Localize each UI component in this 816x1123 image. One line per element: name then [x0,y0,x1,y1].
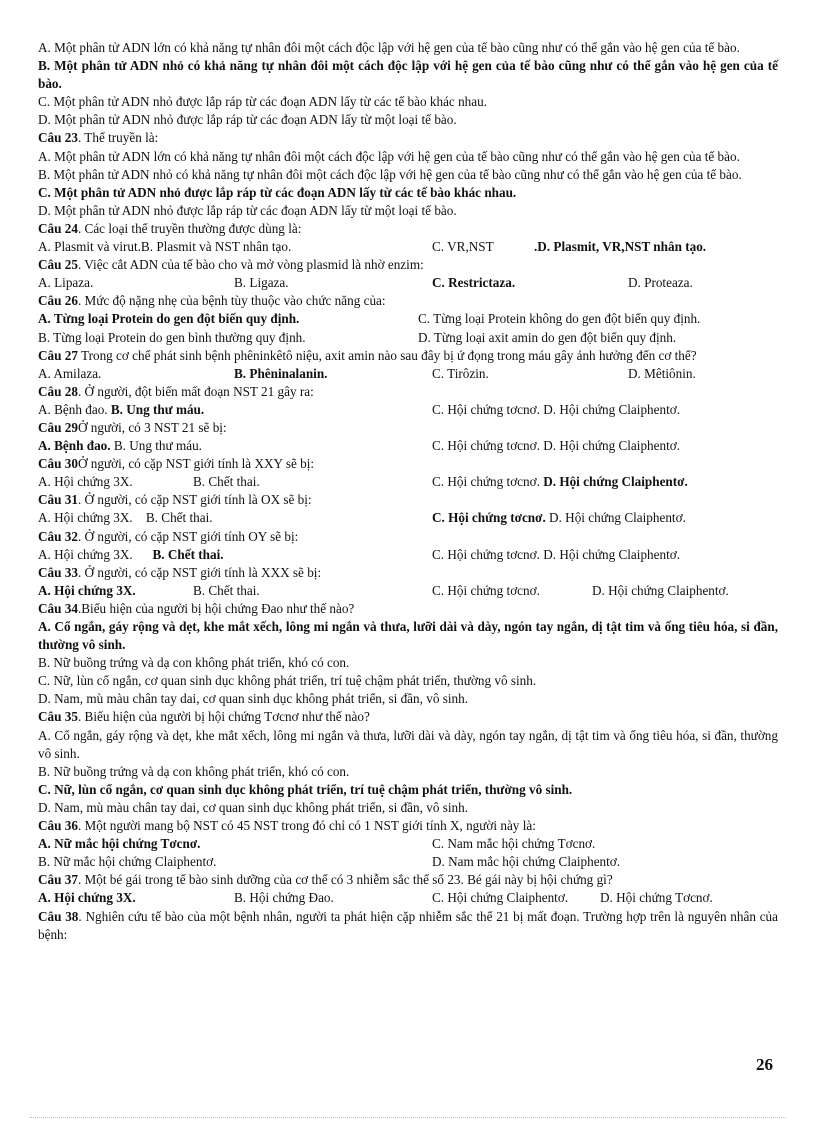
q26-option-a-answer: A. Từng loại Protein do gen đột biến quy định. [38,311,300,327]
q36-option-c: C. Nam mắc hội chứng Tơcnơ. [432,836,596,852]
q32-option-b-answer: B. Chết thai. [152,546,224,562]
q35-option-a: A. Cổ ngắn, gáy rộng và dẹt, khe mắt xếch, lông mi ngắn và thưa, lưỡi dài và dày, ngón tay ngắn, dị tật tim và ống tiêu hóa, si đần, thường vô sinh. [38,727,778,761]
q35-option-b: B. Nữ buồng trứng và dạ con không phát triển, khó có con. [38,763,350,779]
question-label: Câu 38 [38,908,79,924]
q36-option-d: D. Nam mắc hội chứng Claiphentơ. [432,854,621,870]
q37-option-a-answer: A. Hội chứng 3X. [38,890,136,906]
question-37 [38,871,778,889]
q28-option-a: A. Bệnh đao. [38,401,108,417]
q22-option-c: C. Một phân tử ADN nhỏ được lắp ráp từ các đoạn ADN lấy từ các tế bào khác nhau. [38,94,488,110]
q33-option-a-answer: A. Hội chứng 3X. [38,582,136,598]
q28-option-c: C. Hội chứng tơcnơ. [432,401,540,417]
q26-option-b: B. Từng loại Protein do gen bình thường quy định. [38,329,306,345]
q27-options [38,365,778,383]
q26-option-c: C. Từng loại Protein không do gen đột biến quy định. [418,311,701,327]
q34-option-c: C. Nữ, lùn cổ ngắn, cơ quan sinh dục không phát triển, trí tuệ chậm phát triển, thường vô sinh. [38,673,537,689]
question-label: Câu 34 [38,600,78,616]
q25-option-a: A. Lipaza. [38,275,94,291]
q31-options [38,509,778,527]
q25-option-c-answer: C. Restrictaza. [432,275,516,291]
question-30 [38,455,778,473]
q30-option-c: C. Hội chứng tơcnơ. [432,474,540,490]
question-text: . Việc cắt ADN của tế bào cho và mở vòng plasmid là nhờ enzim: [77,257,424,273]
q37-option-c: C. Hội chứng Claiphentơ. [432,890,569,906]
question-label: Câu 23 [38,130,78,146]
document-page [38,39,778,944]
question-32 [38,528,778,546]
q31-option-a: A. Hội chứng 3X. [38,510,133,526]
q22-option-b-answer: B. Một phân tử ADN nhỏ có khả năng tự nhân đôi một cách độc lập với hệ gen của tế bào cũng như có thể gắn vào hệ gen của tế bào. [38,58,778,92]
page-number: 26 [756,1055,773,1074]
q23-option-c-answer: C. Một phân tử ADN nhỏ được lắp ráp từ các đoạn ADN lấy từ các tế bào khác nhau. [38,184,517,200]
q24-option-c: C. VR,NST [432,239,494,255]
q24-option-d-answer: .D. Plasmit, VR,NST nhân tạo. [534,239,707,255]
q26-options-row1 [38,310,778,328]
q27-option-b-answer: B. Phêninalanin. [234,365,328,381]
question-label: Câu 26 [38,293,78,309]
q29-options [38,437,778,455]
question-label: Câu 35 [38,709,78,725]
question-label: Câu 33 [38,564,78,580]
question-34 [38,600,778,618]
q27-option-c: C. Tirôzin. [432,365,489,381]
q23-option-a: A. Một phân tử ADN lớn có khả năng tự nhân đôi một cách độc lập với hệ gen của tế bào cũng như có thể gắn vào hệ gen của tế bào. [38,148,740,164]
question-text: .Biểu hiện của người bị hội chứng Đao như thế nào? [77,600,355,616]
question-label: Câu 30 [38,456,78,472]
question-label: Câu 29 [38,419,78,435]
q28-option-d: D. Hội chứng Claiphentơ. [543,401,681,417]
question-label: Câu 37 [38,872,78,888]
q34-option-d: D. Nam, mù màu chân tay dai, cơ quan sinh dục không phát triển, si đần, vô sinh. [38,691,468,707]
q29-option-a-answer: A. Bệnh đao. [38,438,111,454]
question-38 [38,908,778,944]
q23-option-b: B. Một phân tử ADN nhỏ có khả năng tự nhân đôi một cách độc lập với hệ gen của tế bào cũng như có thể gắn vào hệ gen của tế bào. [38,166,742,182]
question-text: . Biểu hiện của người bị hội chứng Tơcnơ như thế nào? [77,709,370,725]
question-label: Câu 28 [38,383,78,399]
question-31 [38,491,778,509]
question-26 [38,292,778,310]
q28-options [38,401,778,419]
q27-option-d: D. Mêtiônin. [628,365,696,381]
q33-options [38,582,778,600]
q32-option-c: C. Hội chứng tơcnơ. [432,546,540,562]
q26-option-d: D. Từng loại axit amin do gen đột biến quy định. [418,329,677,345]
question-text: Ở người, có 3 NST 21 sẽ bị: [77,419,227,435]
q35-option-c-answer: C. Nữ, lùn cổ ngắn, cơ quan sinh dục không phát triển, trí tuệ chậm phát triển, thường vô sinh. [38,781,573,797]
q31-option-d: D. Hội chứng Claiphentơ. [549,510,686,526]
question-text: Trong cơ chế phát sinh bệnh phêninkêtô niệu, axit amin nào sau đây bị ứ đọng trong máu gây ảnh hưởng đến cơ thể? [77,347,697,363]
q30-option-b: B. Chết thai. [193,474,260,490]
question-label: Câu 36 [38,818,78,834]
q33-option-c: C. Hội chứng tơcnơ. [432,582,540,598]
q31-option-b: B. Chết thai. [145,510,213,526]
q22-option-d: D. Một phân tử ADN nhỏ được lắp ráp từ các đoạn ADN lấy từ một loại tế bào. [38,112,457,128]
q32-option-a: A. Hội chứng 3X. [38,546,133,562]
q32-options [38,546,778,564]
question-label: Câu 25 [38,257,78,273]
question-text: . Ở người, có cặp NST giới tính OY sẽ bị: [77,528,299,544]
footer-divider [30,1117,786,1118]
question-label: Câu 24 [38,220,78,236]
question-label: Câu 32 [38,528,78,544]
question-25 [38,256,778,274]
q29-option-d: D. Hội chứng Claiphentơ. [543,438,681,454]
q37-option-d: D. Hội chứng Tơcnơ. [600,890,713,906]
q28-option-b-answer: B. Ung thư máu. [110,401,205,417]
question-label: Câu 31 [38,492,78,508]
q33-option-b: B. Chết thai. [193,582,260,598]
q37-option-b: B. Hội chứng Đao. [234,890,334,906]
question-36 [38,817,778,835]
question-29 [38,419,778,437]
q29-option-c: C. Hội chứng tơcnơ. [432,438,540,454]
question-35 [38,708,778,726]
question-text: . Thể truyền là: [77,130,159,146]
question-24 [38,220,778,238]
q36-option-b: B. Nữ mắc hội chứng Claiphentơ. [38,854,217,870]
question-28 [38,383,778,401]
question-33 [38,564,778,582]
q30-option-a: A. Hội chứng 3X. [38,474,133,490]
question-text: . Mức độ nặng nhẹ của bệnh tùy thuộc vào chức năng của: [77,293,386,309]
q34-option-b: B. Nữ buồng trứng và dạ con không phát triển, khó có con. [38,655,350,671]
question-27 [38,347,778,365]
q23-option-d: D. Một phân tử ADN nhỏ được lắp ráp từ các đoạn ADN lấy từ một loại tế bào. [38,202,457,218]
question-label: Câu 27 [38,347,78,363]
question-text: . Nghiên cứu tế bào của một bệnh nhân, người ta phát hiện cặp nhiễm sắc thể 21 bị mất đoạn. Trường hợp trên là nguyên nhân của bệnh: [38,908,778,942]
q25-option-b: B. Ligaza. [234,275,289,291]
question-text: . Ở người, đột biến mất đoạn NST 21 gây ra: [77,383,314,399]
q27-option-a: A. Amilaza. [38,365,102,381]
question-text: . Các loại thể truyền thường được dùng là: [77,220,302,236]
q30-option-d-answer: D. Hội chứng Claiphentơ. [543,474,688,490]
q25-options [38,274,778,292]
question-text: . Một bé gái trong tế bào sinh dưỡng của cơ thể có 3 nhiễm sắc thể số 23. Bé gái này bị hội chứng gì? [77,872,613,888]
question-text: . Ở người, có cặp NST giới tính là XXX sẽ bị: [77,564,322,580]
q36-option-a-answer: A. Nữ mắc hội chứng Tơcnơ. [38,836,201,852]
q24-option-ab: A. Plasmit và virut.B. Plasmit và NST nhân tạo. [38,239,292,255]
q36-options-row2 [38,853,778,871]
q37-options [38,889,778,907]
q25-option-d: D. Proteaza. [628,275,693,291]
q22-option-a: A. Một phân tử ADN lớn có khả năng tự nhân đôi một cách độc lập với hệ gen của tế bào cũng như có thể gắn vào hệ gen của tế bào. [38,40,740,55]
q35-option-d: D. Nam, mù màu chân tay dai, cơ quan sinh dục không phát triển, si đần, vô sinh. [38,799,468,815]
q33-option-d: D. Hội chứng Claiphentơ. [592,582,729,598]
question-text: . Một người mang bộ NST có 45 NST trong đó chỉ có 1 NST giới tính X, người này là: [77,818,536,834]
q32-option-d: D. Hội chứng Claiphentơ. [543,546,681,562]
q34-option-a-answer: A. Cổ ngắn, gáy rộng và dẹt, khe mắt xếch, lông mi ngắn và thưa, lưỡi dài và dày, ngón tay ngắn, dị tật tim và ống tiêu hóa, si đần, thường vô sinh. [38,619,778,653]
question-23 [38,129,778,147]
q31-option-c-answer: C. Hội chứng tơcnơ. [432,510,546,526]
q26-options-row2 [38,329,778,347]
q30-options [38,473,778,491]
question-text: . Ở người, có cặp NST giới tính là OX sẽ bị: [77,492,312,508]
q29-option-b: B. Ung thư máu. [113,438,202,454]
question-text: Ở người, có cặp NST giới tính là XXY sẽ bị: [77,456,315,472]
q36-options-row1 [38,835,778,853]
q24-options [38,238,778,256]
